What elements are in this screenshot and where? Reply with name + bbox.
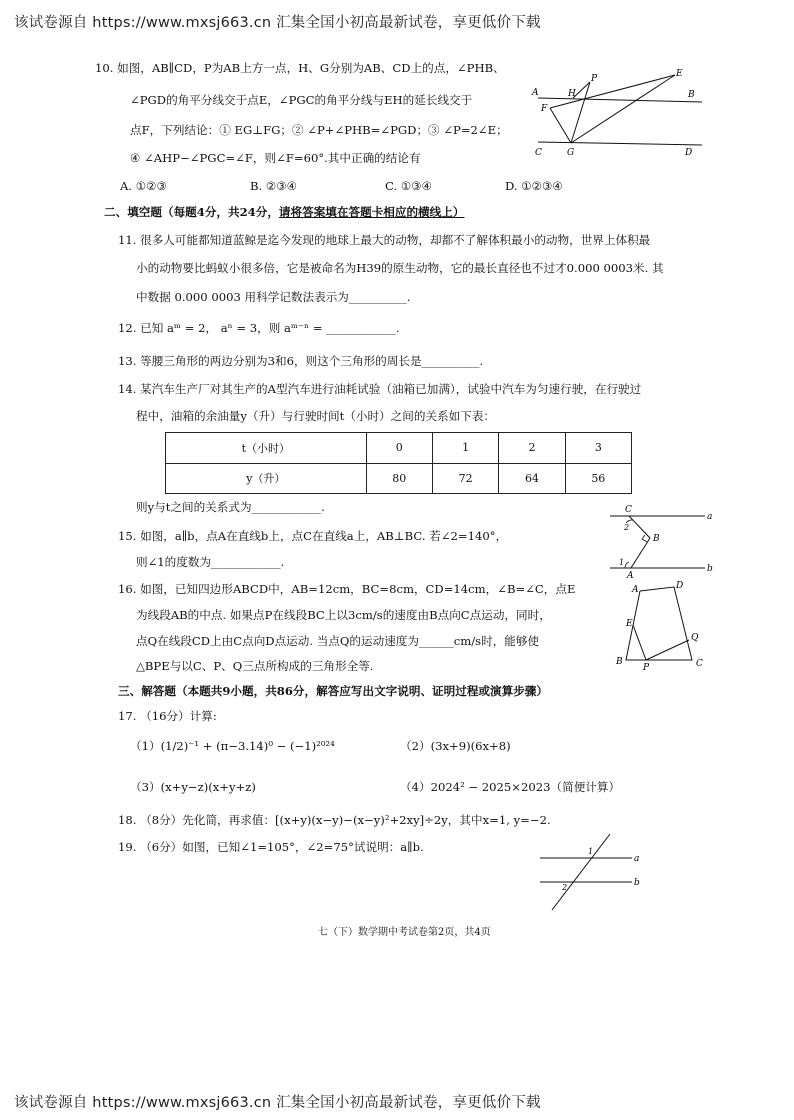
q10-label-e: E xyxy=(676,69,683,79)
q10-line-1: 10. 如图，AB∥CD，P为AB上方一点，H、G分别为AB、CD上的点，∠PHB、 xyxy=(95,61,505,75)
q10-label-d: D xyxy=(685,148,693,158)
q15-label-angle-2: 2 xyxy=(624,523,630,532)
q14-line-2: 程中，油箱的余油量y（升）与行驶时间t（小时）之间的关系如下表： xyxy=(136,409,496,423)
q11-line-3: 中数据 0.000 0003 用科学记数法表示为__________. xyxy=(136,290,411,304)
q14-table xyxy=(165,432,632,494)
table-cell: 3 xyxy=(565,433,631,464)
q16-label-b: B xyxy=(616,657,623,667)
q12-text: 12. 已知 aᵐ = 2， aⁿ = 3，则 aᵐ⁻ⁿ = ____________. xyxy=(118,321,400,335)
q15-line-2: 则∠1的度数为____________. xyxy=(136,555,285,569)
q16-figure xyxy=(612,578,712,673)
q17-title: 17. （16分）计算: xyxy=(118,709,217,723)
section3-title: 三、解答题（本题共9小题，共86分，解答应写出文字说明、证明过程或演算步骤） xyxy=(118,684,548,698)
q15-label-a-line: a xyxy=(707,512,713,522)
q10-label-a: A xyxy=(532,88,539,98)
page-footer: 七（下）数学期中考试卷第2页，共4页 xyxy=(318,927,491,938)
q16-label-a: A xyxy=(632,585,639,595)
q17-item-4: （4）2024² − 2025×2023（简便计算） xyxy=(400,780,621,794)
q15-label-b-line: b xyxy=(707,564,713,574)
q10-label-b: B xyxy=(688,90,695,100)
table-cell: 56 xyxy=(565,463,631,494)
table-cell: 0 xyxy=(366,433,432,464)
q10-option-d: D. ①②③④ xyxy=(505,179,563,193)
q17-item-2: （2）(3x+9)(6x+8) xyxy=(400,739,511,753)
watermark-top: 该试卷源自 https://www.mxsj663.cn 汇集全国小初高最新试卷，享更低价下载 xyxy=(14,15,541,31)
table-cell: t（小时） xyxy=(166,433,367,464)
q15-figure xyxy=(605,502,720,580)
table-cell: 80 xyxy=(366,463,432,494)
q18-text: 18. （8分）先化简，再求值：[(x+y)(x−y)−(x−y)²+2xy]÷2y，其中x=1, y=−2. xyxy=(118,813,551,827)
q19-label-b: b xyxy=(634,878,640,888)
q16-line-2: 为线段AB的中点. 如果点P在线段BC上以3cm/s的速度由B点向C点运动，同时， xyxy=(136,608,551,622)
watermark-bottom: 该试卷源自 https://www.mxsj663.cn 汇集全国小初高最新试卷，享更低价下载 xyxy=(14,1095,541,1111)
q10-label-f: F xyxy=(541,104,548,114)
q16-label-e: E xyxy=(626,619,633,629)
section2-title-text: 二、填空题（每题4分，共24分， xyxy=(104,205,279,219)
q16-label-d: D xyxy=(676,581,684,591)
table-row xyxy=(166,463,632,494)
q16-label-p: P xyxy=(643,663,650,673)
table-cell: 64 xyxy=(499,463,565,494)
q19-label-angle-2: 2 xyxy=(562,883,568,892)
table-cell: 2 xyxy=(499,433,565,464)
q14-after: 则y与t之间的关系式为____________. xyxy=(136,500,325,514)
q17-item-1: （1）(1/2)⁻¹ + (π−3.14)⁰ − (−1)²⁰²⁴ xyxy=(130,739,335,753)
q15-line-1: 15. 如图，a∥b，点A在直线b上，点C在直线a上，AB⊥BC. 若∠2=140°， xyxy=(118,529,508,543)
q10-figure xyxy=(530,65,710,160)
q16-label-q: Q xyxy=(691,633,699,643)
q15-label-a-point: A xyxy=(627,571,634,580)
q10-option-a: A. ①②③ xyxy=(120,179,167,193)
q16-line-4: △BPE与以C、P、Q三点所构成的三角形全等. xyxy=(136,659,374,673)
q15-label-angle-1: 1 xyxy=(619,558,625,567)
q15-label-c: C xyxy=(625,505,632,515)
table-row xyxy=(166,433,632,464)
table-cell: 1 xyxy=(432,433,498,464)
q16-line-1: 16. 如图，已知四边形ABCD中，AB=12cm，BC=8cm，CD=14cm，∠B=∠C，点E xyxy=(118,582,576,596)
q13-text: 13. 等腰三角形的两边分别为3和6，则这个三角形的周长是__________. xyxy=(118,354,484,368)
q16-line-3: 点Q在线段CD上由C点向D点运动. 当点Q的运动速度为______cm/s时，能够使 xyxy=(136,634,540,648)
q19-label-a: a xyxy=(634,854,640,864)
table-cell: 72 xyxy=(432,463,498,494)
q10-line-4: ④ ∠AHP−∠PGC=∠F，则∠F=60°.其中正确的结论有 xyxy=(130,151,421,165)
q11-line-1: 11. 很多人可能都知道蓝鲸是迄今发现的地球上最大的动物，却都不了解体积最小的动物，世界上体积最 xyxy=(118,233,651,247)
section2-note: 请将答案填在答题卡相应的横线上） xyxy=(278,205,465,219)
table-cell: y（升） xyxy=(166,463,367,494)
q16-label-c: C xyxy=(696,659,703,669)
q10-line-2: ∠PGD的角平分线交于点E，∠PGC的角平分线与EH的延长线交于 xyxy=(130,93,473,107)
q11-line-2: 小的动物要比蚂蚁小很多倍，它是被命名为H39的原生动物，它的最长直径也不过才0.000 0003米. 其 xyxy=(136,261,664,275)
q10-option-b: B. ②③④ xyxy=(250,179,298,193)
q15-label-b-point: B xyxy=(653,534,660,544)
q10-label-c: C xyxy=(535,148,542,158)
section2-title xyxy=(104,206,464,220)
q17-item-3: （3）(x+y−z)(x+y+z) xyxy=(130,780,256,794)
q19-label-angle-1: 1 xyxy=(588,847,594,856)
q10-label-g: G xyxy=(567,148,575,158)
q19-figure xyxy=(530,830,655,915)
q10-option-c: C. ①③④ xyxy=(385,179,433,193)
q10-label-p: P xyxy=(591,74,598,84)
q19-text: 19. （6分）如图，已知∠1=105°，∠2=75°试说明：a∥b. xyxy=(118,840,424,854)
q10-line-3: 点F，下列结论：① EG⊥FG；② ∠P+∠PHB=∠PGD；③ ∠P=2∠E； xyxy=(130,123,508,137)
q10-label-h: H xyxy=(568,89,576,99)
q14-line-1: 14. 某汽车生产厂对其生产的A型汽车进行油耗试验（油箱已加满），试验中汽车为匀速行驶，在行驶过 xyxy=(118,382,642,396)
